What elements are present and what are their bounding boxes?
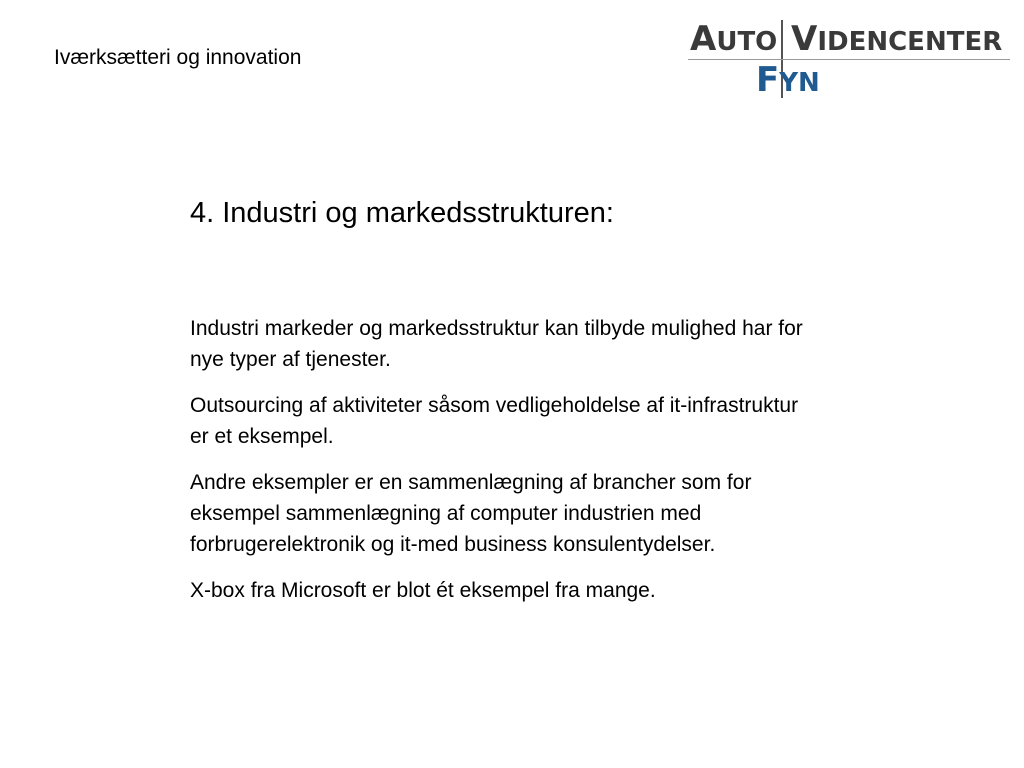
logo-word-fyn: FYN xyxy=(756,60,820,100)
body-paragraph: X-box fra Microsoft er blot ét eksempel fra mange. xyxy=(190,579,656,602)
header-title: Iværksætteri og innovation xyxy=(54,46,302,69)
slide-body xyxy=(190,313,820,621)
autovidencenter-fyn-logo xyxy=(688,14,1010,100)
slide-heading: 4. Industri og markedsstrukturen: xyxy=(190,197,614,229)
body-paragraph: Industri markeder og markedsstruktur kan tilbyde mulighed har for nye typer af tjenester. xyxy=(190,317,803,371)
logo-horizontal-divider xyxy=(688,59,1010,60)
logo-word-videncenter: VIDENCENTER xyxy=(791,19,1003,59)
logo-word-auto: AUTO xyxy=(690,19,778,59)
body-paragraph: Andre eksempler er en sammenlægning af brancher som for eksempel sammenlægning af computer industrien med forbrugerelektronik og it-med business konsulentydelser. xyxy=(190,471,752,556)
body-paragraph: Outsourcing af aktiviteter såsom vedligeholdelse af it-infrastruktur er et eksempel. xyxy=(190,394,799,448)
logo-top-row xyxy=(688,18,1010,60)
